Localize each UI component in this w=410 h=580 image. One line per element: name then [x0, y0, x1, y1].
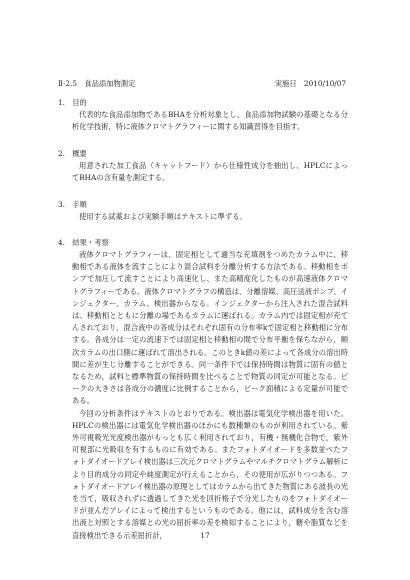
page-number: 17 — [200, 531, 210, 540]
section-body-procedure — [72, 211, 348, 223]
section-body-overview — [72, 160, 348, 184]
date-line: 実施日 2010/10/07 — [274, 79, 346, 88]
paragraph: 使用する試薬および実験手順はテキストに準ずる。 — [79, 212, 247, 221]
paragraph: 用意された加工食品（キャットフード）から仕様性成分を抽出し、HPLCによってBHAの含有量を測定する。 — [72, 161, 348, 183]
paragraph: 今回の分析条件はテキストのとおりである。検出器は電気化学検出器を用いた。HPLCの検出器には電気化学検出器のほかにも数種類のものが利用されている。紫外可視吸光光度検出器がもっとも広く利用されており，有機・無機化合物で，紫外可視部に光吸収を有するものに有効である。またフォトダイオードを多数並べたフォトダイオードアレイ検出器は三次元クロマトグラムやマルチクロマトグラム解析により目的成分の同定や純度測定が行えることから，その使用が広がりつつある。フォトダイオードアレイ検出器の原理としてはカラムから出てきた物質にある波長の光を当て，吸収されずに透過してきた光を回折格子で分光したものをフォトダイオードが並んだアレイによって検出するというものである。他には，試料成分を含む溶出液と対照とする溶媒との光の屈折率の差を検知することにより，糖や脂質などを直接検出できる示差屈折計， — [72, 408, 348, 540]
section-heading-purpose: 1. 目的 — [58, 98, 87, 107]
paragraph: 代表的な食品添加物であるBHAを分析対象とし、食品添加物試験の基礎となる分析化学技術，特に液体クロマトグラフィーに関する知識習得を目指す。 — [72, 110, 348, 132]
paragraph: 液体クロマトグラフィーは、固定相として適当な充填剤をつめたカラム中に、移動相である液体を流すことにより混合試料を分離分析する方法である。移動相をポンプで加圧して流すことにより高速化し、また高精度化したものが高速液体クロマトグラフィーである。液体クロマトグラフの構造は、分離溶媒、高圧送液ポンプ、インジェクター、カラム、検出器からなる。インジェクターから注入された混合試料は、移動相とともに分離の場であるカラムに運ばれる。カラム内では固定相が充てんされており，混合液中の各成分はそれぞれ固有の分布率kで固定相と移動相に分布する。各成分は一定の流速下では固定相と移動相の間で分布平衡を保ちながら，順次カラムの出口側に運ばれて溶出される。このときk値の差によって各成分の溶出時間に差が生じ分離することができる。同一条件下では保持時間は物質に固有の値となるため，試料と標準物質の保持時間を比べることで物質の同定が可能となる。ピークの大きさは各成分の濃度に比例することから，ピーク面積による定量が可能である。 — [72, 250, 348, 406]
page-title: Ⅱ-2.5 食品添加物測定 — [58, 79, 136, 88]
section-body-purpose — [72, 109, 348, 133]
section-body-results — [72, 249, 348, 542]
section-heading-procedure: 3. 手順 — [58, 200, 87, 209]
section-heading-overview: 2. 概要 — [58, 149, 87, 158]
section-heading-results: 4. 結果・考察 — [58, 238, 109, 247]
